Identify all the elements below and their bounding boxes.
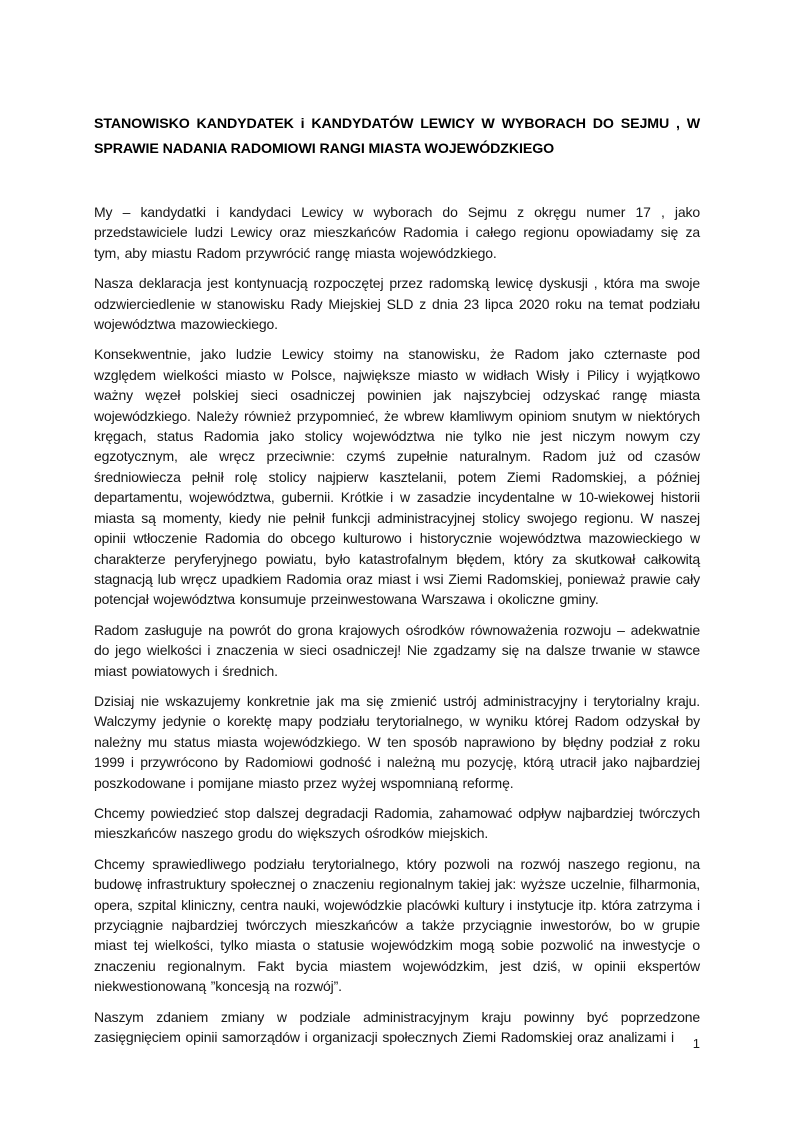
paragraph-deserves-return: Radom zasługuje na powrót do grona krajowych ośrodków równoważenia rozwoju – adekwatnie do jego wielkości i znaczenia w sieci osadniczej! Nie zgadzamy się na dalsze trwanie w stawce miast powiatowych i średnich. [94, 621, 700, 679]
paragraph-intro: My – kandydatki i kandydaci Lewicy w wyborach do Sejmu z okręgu numer 17 , jako przedstawiciele ludzi Lewicy oraz mieszkańców Radomia i całego regionu opowiadamy się za tym, aby miastu Radom przywrócić rangę miasta wojewódzkiego. [94, 204, 700, 261]
paragraph-consultations: Naszym zdaniem zmiany w podziale administracyjnym kraju powinny być poprzedzone zasięgnięciem opinii samorządów i organizacji społecznych Ziemi Radomskiej oraz analizami i [94, 1008, 700, 1046]
paragraph-history: Konsekwentnie, jako ludzie Lewicy stoimy na stanowisku, że Radom jako czternaste pod względem wielkości miasto w Polsce, największe miasto w widłach Wisły i Pilicy i wyjątkowo ważny węzeł polskiej sieci osadniczej powinien jak najszybciej odzyskać rangę miasta wojewódzkiego. Należy również przypomnieć, że wbrew kłamliwym opiniom snutym w niektórych kręgach, status Radomia jako stolicy województwa nie tylko nie jest niczym nowym czy egzotycznym, ale wręcz przeciwnie: czymś zupełnie naturalnym. Radom już od czasów średniowiecza pełnił rolę stolicy najpierw kasztelanii, potem Ziemi Radomskiej, a później departamentu, województwa, gubernii. Krótkie i w zasadzie incydentalne w 10-wiekowej historii miasta są momenty, kiedy nie pełnił funkcji administracyjnej stolicy swojego regionu. W naszej opinii wtłoczenie Radomia do obcego kulturowo i historycznie województwa mazowieckiego w charakterze peryferyjnego powiatu, było katastrofalnym błędem, który za skutkował całkowitą stagnacją lub wręcz upadkiem Radomia oraz miast i wsi Ziemi Radomskiej, ponieważ prawie cały potencjał województwa konsumuje przeinwestowana Warszawa i okoliczne gminy. [94, 346, 700, 608]
page-number-label: 1 [692, 1036, 700, 1051]
paragraph-map-correction: Dzisiaj nie wskazujemy konkretnie jak ma się zmienić ustrój administracyjny i terytorialny kraju. Walczymy jedynie o korektę mapy podziału terytorialnego, w wyniku której Radom odzyskał by należny mu status miasta wojewódzkiego. W ten sposób naprawiono by błędny podział z roku 1999 i przywrócono by Radomiowi godność i należną mu pozycję, którą utracił jako najbardziej poszkodowane i pomijane miasto przez wyżej wspomnianą reformę. [94, 692, 700, 791]
paragraph-declaration: Nasza deklaracja jest kontynuacją rozpoczętej przez radomską lewicę dyskusji , która ma swoje odzwierciedlenie w stanowisku Rady Miejskiej SLD z dnia 23 lipca 2020 roku na temat podziału województwa mazowieckiego. [94, 275, 700, 333]
document-title: STANOWISKO KANDYDATEK i KANDYDATÓW LEWICY W WYBORACH DO SEJMU , W SPRAWIE NADANIA RADOMIOWI RANGI MIASTA WOJEWÓDZKIEGO [94, 116, 700, 157]
paragraph-stop-degradation: Chcemy powiedzieć stop dalszej degradacji Radomia, zahamować odpływ najbardziej twórczych mieszkańców naszego grodu do większych ośrodków miejskich. [94, 804, 700, 842]
paragraph-fair-division: Chcemy sprawiedliwego podziału terytorialnego, który pozwoli na rozwój naszego regionu, na budowę infrastruktury społecznej o znaczeniu regionalnym takiej jak: wyższe uczelnie, filharmonia, opera, szpital kliniczny, centra nauki, wojewódzkie placówki kultury i instytucje itp. która zatrzyma i przyciągnie najbardziej twórczych mieszkańców a także przyciągnie inwestorów, bo w grupie miast tej wielkości, tylko miasta o statusie wojewódzkim mogą sobie pozwolić na inwestycje o znaczeniu regionalnym. Fakt bycia miastem wojewódzkim, jest dziś, w opinii ekspertów niekwestionowaną ”koncesją na rozwój”. [94, 855, 700, 995]
